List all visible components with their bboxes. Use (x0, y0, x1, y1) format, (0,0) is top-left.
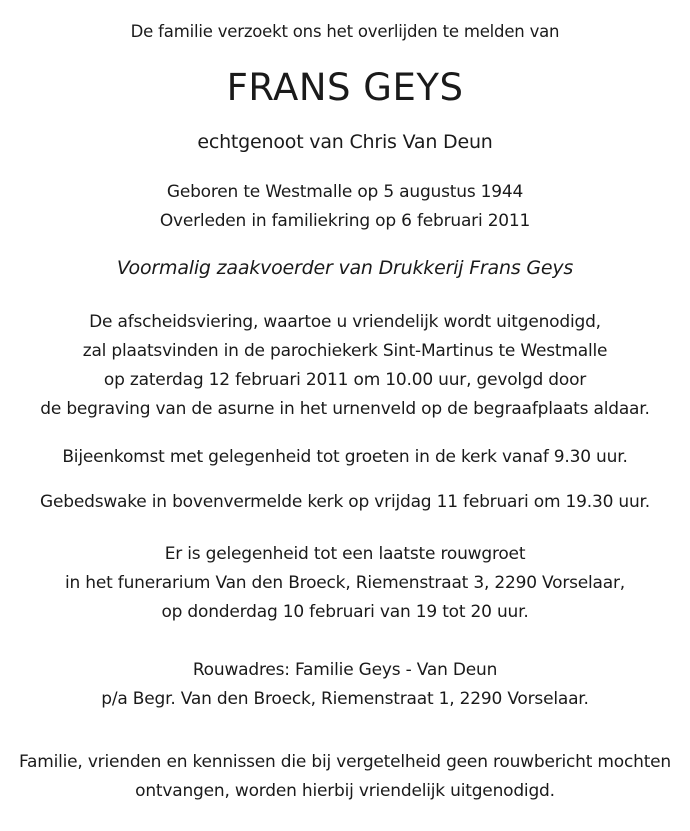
intro-text: De familie verzoekt ons het overlijden te melden van (130, 22, 560, 41)
funeral-line: op zaterdag 12 februari 2011 om 10.00 uur, gevolgd door (103, 370, 587, 390)
visitation-line: in het funerarium Van den Broeck, Riemenstraat 3, 2290 Vorselaar, (65, 573, 625, 593)
birth-text: Geboren te Westmalle op 5 augustus 1944 (166, 182, 524, 202)
death-text: Overleden in familiekring op 6 februari 2011 (159, 211, 531, 231)
closing-line: Familie, vrienden en kennissen die bij vergetelheid geen rouwbericht mochten (18, 752, 672, 772)
visitation-line: Er is gelegenheid tot een laatste rouwgroet (164, 544, 526, 564)
funeral-line: de begraving van de asurne in het urnenveld op de begraafplaats aldaar. (40, 399, 650, 419)
visitation-line: op donderdag 10 februari van 19 tot 20 uur. (161, 602, 529, 622)
closing-line: ontvangen, worden hierbij vriendelijk uitgenodigd. (135, 781, 555, 801)
funeral-line: De afscheidsviering, waartoe u vriendelijk wordt uitgenodigd, (89, 312, 601, 332)
role-text: Voormalig zaakvoerder van Drukkerij Frans Geys (116, 257, 574, 279)
gathering-text: Bijeenkomst met gelegenheid tot groeten in de kerk vanaf 9.30 uur. (62, 447, 628, 467)
address-line: p/a Begr. Van den Broeck, Riemenstraat 1, 2290 Vorselaar. (101, 689, 589, 709)
funeral-line: zal plaatsvinden in de parochiekerk Sint-Martinus te Westmalle (82, 341, 608, 361)
vigil-text: Gebedswake in bovenvermelde kerk op vrijdag 11 februari om 19.30 uur. (40, 492, 650, 512)
deceased-name: FRANS GEYS (226, 66, 464, 109)
spouse-text: echtgenoot van Chris Van Deun (197, 131, 493, 153)
address-line: Rouwadres: Familie Geys - Van Deun (192, 660, 498, 680)
